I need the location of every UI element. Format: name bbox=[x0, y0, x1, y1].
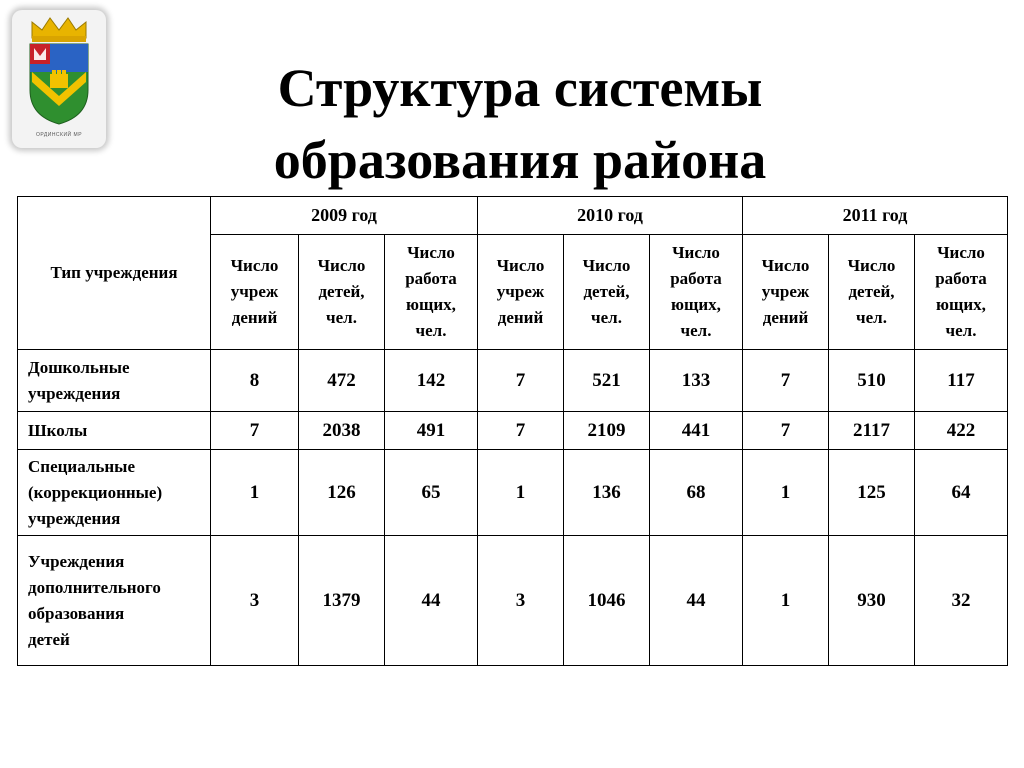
table-cell: 133 bbox=[650, 350, 743, 412]
education-structure-table bbox=[17, 196, 1008, 666]
table-cell: 1 bbox=[743, 450, 829, 536]
sub-header-line: Число bbox=[407, 243, 455, 262]
table-cell: 472 bbox=[299, 350, 385, 412]
row-label-line: образования bbox=[28, 603, 125, 623]
row-label bbox=[18, 412, 211, 450]
table-cell: 422 bbox=[915, 412, 1008, 450]
table-cell: 3 bbox=[211, 536, 299, 666]
table-cell: 142 bbox=[385, 350, 478, 412]
table-cell: 7 bbox=[211, 412, 299, 450]
sub-header-line: чел. bbox=[856, 308, 887, 327]
table-cell: 491 bbox=[385, 412, 478, 450]
table-cell: 2109 bbox=[564, 412, 650, 450]
sub-header-line: работа bbox=[670, 269, 722, 288]
sub-header-line: детей, bbox=[848, 282, 895, 301]
sub-header-line: Число bbox=[582, 256, 631, 275]
sub-header-line: Число bbox=[496, 256, 545, 275]
sub-header-line: учреж bbox=[761, 282, 810, 301]
sub-header-cell bbox=[299, 235, 385, 350]
row-label-line: дополнительного bbox=[28, 577, 161, 597]
sub-header-cell bbox=[385, 235, 478, 350]
coat-of-arms-icon bbox=[24, 16, 94, 128]
sub-header-line: ющих, bbox=[406, 295, 456, 314]
row-label-line: Школы bbox=[28, 420, 88, 440]
sub-header-line: Число bbox=[937, 243, 985, 262]
header-year-2011: 2011 год bbox=[743, 197, 1008, 235]
sub-header-line: чел. bbox=[680, 321, 712, 340]
sub-header-line: ющих, bbox=[936, 295, 986, 314]
table-cell: 2038 bbox=[299, 412, 385, 450]
table-body bbox=[18, 350, 1008, 666]
sub-header-line: детей, bbox=[318, 282, 365, 301]
row-label-line: учреждения bbox=[28, 508, 121, 528]
table-cell: 1 bbox=[478, 450, 564, 536]
sub-header-line: Число bbox=[761, 256, 810, 275]
table-cell: 44 bbox=[385, 536, 478, 666]
table-cell: 510 bbox=[829, 350, 915, 412]
sub-header-line: Число bbox=[230, 256, 279, 275]
table-cell: 521 bbox=[564, 350, 650, 412]
row-label-line: детей bbox=[28, 629, 70, 649]
sub-header-line: работа bbox=[405, 269, 457, 288]
table-cell: 32 bbox=[915, 536, 1008, 666]
sub-header-line: ющих, bbox=[671, 295, 721, 314]
table-row bbox=[18, 450, 1008, 536]
sub-header-cell bbox=[478, 235, 564, 350]
table-cell: 7 bbox=[743, 350, 829, 412]
logo-caption: ОРДИНСКИЙ МР bbox=[35, 132, 83, 138]
sub-header-line: детей, bbox=[583, 282, 630, 301]
sub-header-line: Число bbox=[672, 243, 720, 262]
sub-header-cell bbox=[915, 235, 1008, 350]
table-cell: 1046 bbox=[564, 536, 650, 666]
row-label-line: Учреждения bbox=[28, 551, 125, 571]
table-row bbox=[18, 350, 1008, 412]
header-institution-type: Тип учреждения bbox=[18, 197, 211, 350]
sub-header-line: учреж bbox=[230, 282, 279, 301]
sub-header-line: чел. bbox=[415, 321, 447, 340]
sub-header-line: дений bbox=[762, 308, 809, 327]
row-label bbox=[18, 536, 211, 666]
sub-header-line: дений bbox=[231, 308, 278, 327]
table-cell: 441 bbox=[650, 412, 743, 450]
sub-header-line: учреж bbox=[496, 282, 545, 301]
sub-header-line: чел. bbox=[591, 308, 622, 327]
row-label-line: Дошкольные bbox=[28, 357, 130, 377]
page-title bbox=[170, 52, 870, 196]
table-cell: 136 bbox=[564, 450, 650, 536]
table-cell: 930 bbox=[829, 536, 915, 666]
table-cell: 44 bbox=[650, 536, 743, 666]
coat-of-arms-logo bbox=[12, 10, 106, 148]
sub-header-cell bbox=[564, 235, 650, 350]
table-cell: 2117 bbox=[829, 412, 915, 450]
table-cell: 7 bbox=[478, 350, 564, 412]
table-cell: 7 bbox=[478, 412, 564, 450]
row-label bbox=[18, 450, 211, 536]
table-cell: 68 bbox=[650, 450, 743, 536]
table-cell: 1 bbox=[743, 536, 829, 666]
title-line-1: Структура системы bbox=[277, 58, 763, 118]
table-cell: 8 bbox=[211, 350, 299, 412]
row-label-line: (коррекционные) bbox=[28, 482, 163, 502]
table-cell: 65 bbox=[385, 450, 478, 536]
table-row bbox=[18, 536, 1008, 666]
table-cell: 7 bbox=[743, 412, 829, 450]
table-cell: 64 bbox=[915, 450, 1008, 536]
row-label-line: Специальные bbox=[28, 456, 135, 476]
table-cell: 117 bbox=[915, 350, 1008, 412]
table-cell: 1 bbox=[211, 450, 299, 536]
sub-header-line: Число bbox=[847, 256, 896, 275]
row-label bbox=[18, 350, 211, 412]
sub-header-line: чел. bbox=[326, 308, 357, 327]
sub-header-line: работа bbox=[935, 269, 987, 288]
table-cell: 1379 bbox=[299, 536, 385, 666]
table-row bbox=[18, 412, 1008, 450]
table-cell: 125 bbox=[829, 450, 915, 536]
sub-header-cell bbox=[829, 235, 915, 350]
title-line-2: образования района bbox=[273, 130, 767, 190]
sub-header-cell bbox=[650, 235, 743, 350]
table-cell: 126 bbox=[299, 450, 385, 536]
header-year-2009: 2009 год bbox=[211, 197, 478, 235]
sub-header-cell bbox=[743, 235, 829, 350]
header-year-2010: 2010 год bbox=[478, 197, 743, 235]
sub-header-line: Число bbox=[317, 256, 366, 275]
sub-header-line: чел. bbox=[945, 321, 977, 340]
sub-header-line: дений bbox=[497, 308, 544, 327]
row-label-line: учреждения bbox=[28, 383, 121, 403]
table-cell: 3 bbox=[478, 536, 564, 666]
sub-header-cell bbox=[211, 235, 299, 350]
